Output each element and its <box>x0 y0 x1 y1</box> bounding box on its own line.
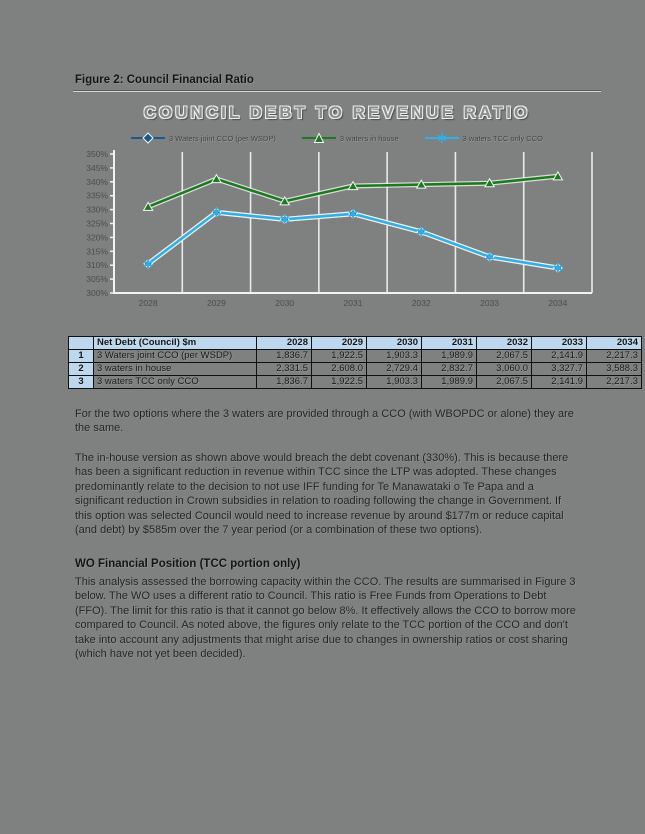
triangle-marker-line-icon <box>302 132 336 144</box>
svg-text:300%: 300% <box>86 288 108 298</box>
value-cell: 2,832.7 <box>422 363 477 376</box>
table-header-cell: 2028 <box>257 337 312 350</box>
table-row <box>69 363 642 376</box>
asterisk-marker-line-icon <box>425 132 459 144</box>
value-cell: 2,067.5 <box>477 350 532 363</box>
svg-text:350%: 350% <box>86 149 108 159</box>
table-header-cell: 2031 <box>422 337 477 350</box>
row-label-cell: 3 waters in house <box>94 363 257 376</box>
table-header-cell: 2029 <box>312 337 367 350</box>
paragraph-in-house-breach: The in-house version as shown above would breach the debt covenant (330%). This is because there has been a significant reduction in revenue within TCC since the LTP was adopted. These changes predominantly relate to the decision to not use IFF funding for Te Manawataki o Te Papa and a significant reduction in Crown subsidies in relation to roading following the change in Government. If this option was selected Council would need to increase revenue by around $177m or reduce capital (and debt) by $585m over the 7 year period (or a combination of these two options). <box>75 452 569 537</box>
chart-svg <box>73 147 599 311</box>
value-cell: 3,588.3 <box>587 363 642 376</box>
row-number-cell: 2 <box>69 363 94 376</box>
value-cell: 2,141.9 <box>532 350 587 363</box>
svg-text:330%: 330% <box>86 204 108 215</box>
svg-text:2031: 2031 <box>343 298 363 308</box>
table-header-cell <box>69 337 94 350</box>
value-cell: 1,922.5 <box>312 376 367 389</box>
table-row <box>69 376 642 389</box>
row-label-cell: 3 waters TCC only CCO <box>94 376 257 389</box>
legend-item <box>131 132 276 144</box>
legend-label: 3 waters in house <box>339 133 399 143</box>
chart-legend <box>73 132 601 144</box>
svg-text:345%: 345% <box>86 162 108 173</box>
paragraph-wo-analysis: This analysis assessed the borrowing capacity within the CCO. The results are summarised in Figure 3 below. The WO uses a different ratio to Council. This ratio is Free Funds from Operations to Debt (FFO). The limit for this ratio is that it cannot go below 8%. It effectively allows the CCO to borrow more compared to Council. As noted above, the figures only relate to the TCC portion of the CCO and don't take into account any adjustments that might arise due to changes in ownership ratios or cost sharing (which have not yet been decided). <box>75 576 576 661</box>
value-cell: 2,608.0 <box>312 363 367 376</box>
svg-text:325%: 325% <box>86 218 108 229</box>
legend-label: 3 Waters joint CCO (per WSDP) <box>169 133 276 143</box>
svg-text:320%: 320% <box>86 232 108 243</box>
table-header-cell: 2032 <box>477 337 532 350</box>
table-header-cell: Net Debt (Council) $m <box>94 337 257 350</box>
legend-label: 3 waters TCC only CCO <box>462 133 543 143</box>
value-cell: 1,903.3 <box>367 350 422 363</box>
svg-text:310%: 310% <box>86 260 108 271</box>
value-cell: 3,060.0 <box>477 363 532 376</box>
chart-plot <box>73 147 601 316</box>
svg-text:2029: 2029 <box>206 298 226 308</box>
legend-item <box>302 132 399 144</box>
value-cell: 2,331.5 <box>257 363 312 376</box>
value-cell: 3,327.7 <box>532 363 587 376</box>
legend-item <box>425 132 543 144</box>
row-number-cell: 3 <box>69 376 94 389</box>
value-cell: 1,836.7 <box>257 350 312 363</box>
svg-text:340%: 340% <box>86 176 108 187</box>
table-header-cell: 2030 <box>367 337 422 350</box>
value-cell: 2,067.5 <box>477 376 532 389</box>
table-header-row <box>69 337 642 350</box>
svg-text:2030: 2030 <box>275 298 295 308</box>
svg-text:2032: 2032 <box>411 298 431 308</box>
value-cell: 1,989.9 <box>422 350 477 363</box>
row-number-cell: 1 <box>69 350 94 363</box>
value-cell: 1,903.3 <box>367 376 422 389</box>
svg-text:2033: 2033 <box>480 298 500 308</box>
net-debt-table <box>68 336 642 389</box>
value-cell: 2,141.9 <box>532 376 587 389</box>
row-label-cell: 3 Waters joint CCO (per WSDP) <box>94 350 257 363</box>
svg-text:315%: 315% <box>86 246 108 257</box>
chart-title: COUNCIL DEBT TO REVENUE RATIO <box>143 103 531 122</box>
table-row <box>69 350 642 363</box>
value-cell: 2,729.4 <box>367 363 422 376</box>
table-header-cell: 2033 <box>532 337 587 350</box>
table-header-cell: 2034 <box>587 337 642 350</box>
svg-text:2034: 2034 <box>548 298 568 308</box>
figure-caption: Figure 2: Council Financial Ratio <box>75 74 254 86</box>
value-cell: 2,217.3 <box>587 376 642 389</box>
value-cell: 1,836.7 <box>257 376 312 389</box>
debt-to-revenue-chart <box>73 90 601 332</box>
section-heading-wo-financial-position: WO Financial Position (TCC portion only) <box>75 558 301 570</box>
svg-text:2028: 2028 <box>138 298 158 308</box>
diamond-marker-line-icon <box>131 132 165 144</box>
value-cell: 1,922.5 <box>312 350 367 363</box>
value-cell: 2,217.3 <box>587 350 642 363</box>
value-cell: 1,989.9 <box>422 376 477 389</box>
svg-text:335%: 335% <box>86 190 108 201</box>
svg-text:305%: 305% <box>86 274 108 285</box>
paragraph-cco-options: For the two options where the 3 waters are provided through a CCO (with WBOPDC or alone) they are the same. <box>75 408 574 435</box>
